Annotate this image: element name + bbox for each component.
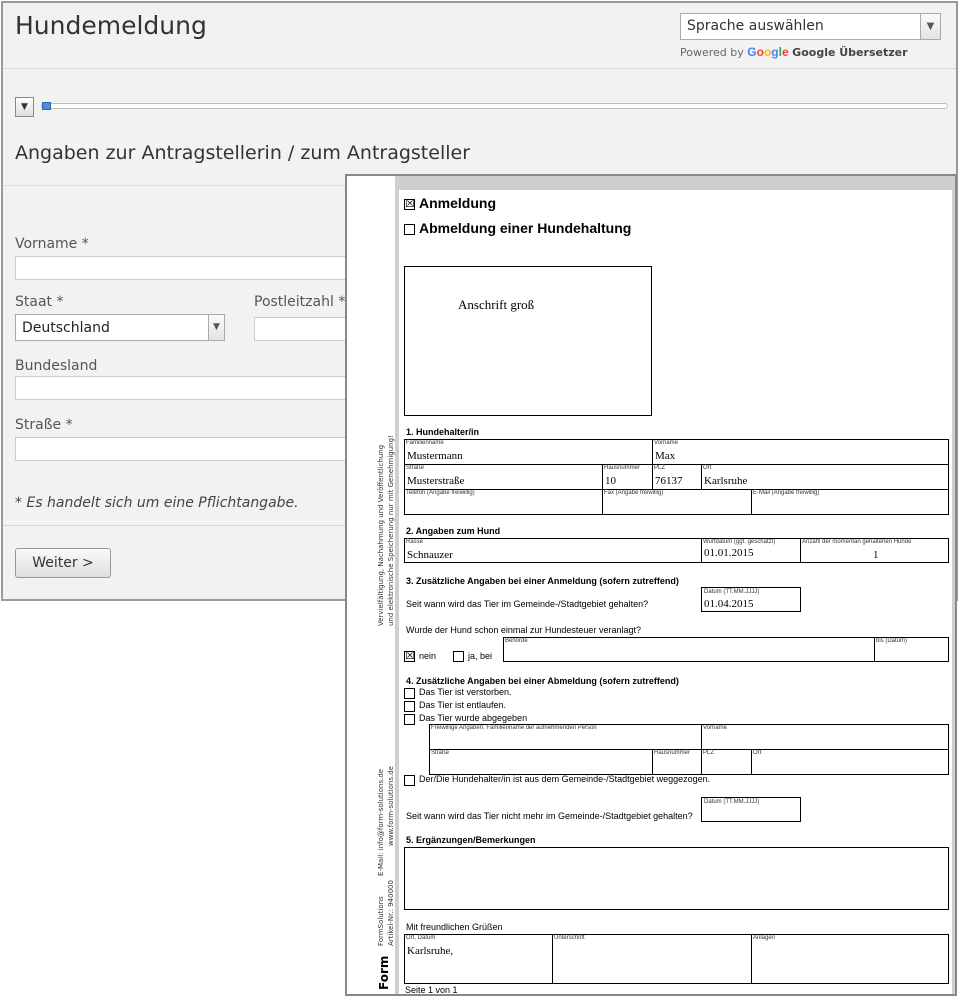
anzahl-field[interactable]: 1 [873, 549, 879, 561]
seit-wann-label: Seit wann wird das Tier im Gemeinde-/Stadtgebiet gehalten? [406, 599, 649, 609]
anlagen-label: Anlagen [753, 935, 776, 941]
gruss-label: Mit freundlichen Grüßen [406, 922, 503, 932]
vorname-input[interactable] [15, 256, 355, 280]
anzahl-label: Anzahl der momentan gehaltenen Hunde [802, 539, 912, 545]
nein-label: nein [419, 651, 437, 661]
page-header [3, 3, 956, 69]
rasse-field[interactable]: Schnauzer [407, 549, 453, 561]
chevron-down-icon: ▼ [920, 14, 940, 39]
familienname-field[interactable]: Mustermann [407, 450, 463, 462]
strasse-label: Straße * [15, 417, 73, 433]
section-1-title: 1. Hundehalter/in [406, 427, 480, 437]
wurfdatum-label: Wurfdatum (ggf. geschätzt) [703, 539, 776, 545]
staat-select[interactable] [15, 314, 225, 341]
next-button[interactable]: Weiter > [15, 548, 111, 578]
hausnummer-label: Hausnummer [604, 465, 641, 471]
abmeldung-label: Abmeldung einer Hundehaltung [419, 220, 632, 236]
bundesland-label: Bundesland [15, 358, 98, 374]
datum-box[interactable]: Datum (TT.MM.JJJJ) 01.04.2015 [701, 587, 801, 612]
weggezogen-checkbox[interactable] [404, 775, 415, 786]
bemerkungen-box[interactable] [404, 847, 949, 910]
bis-datum-label: bis (Datum) [876, 638, 908, 644]
staat-select-value: Deutschland [22, 320, 110, 336]
vorname-label: Vorname * [15, 236, 89, 252]
document-side-margin [347, 176, 395, 994]
plz-label: Postleitzahl * [254, 294, 346, 310]
ja-bei-label: ja, bei [468, 651, 493, 661]
email-label: E-Mail (Angabe freiwillig) [753, 490, 820, 496]
recipient-strasse-label: Straße [431, 750, 450, 756]
page-title: Hundemeldung [15, 11, 207, 40]
abmelde-datum-box[interactable]: Datum (TT.MM.JJJJ) [701, 797, 801, 822]
form-solutions-logo: Form [377, 955, 391, 990]
verstorben-label: Das Tier ist verstorben. [419, 687, 512, 697]
datum-field: 01.04.2015 [704, 598, 754, 610]
vorname-doc-field[interactable]: Max [655, 450, 676, 462]
recipient-plz-label: PLZ [703, 750, 715, 756]
ort-label: Ort [703, 465, 712, 471]
nein-checkbox[interactable]: ☒ [405, 650, 415, 662]
fax-label: Fax (Angabe freiwillig) [604, 490, 664, 496]
chevron-down-icon: ▼ [208, 315, 224, 340]
strasse-doc-field[interactable]: Musterstraße [407, 475, 465, 487]
copyright-side-text-2: und elektronische Speicherung nur mit Genehmigung! [387, 435, 395, 626]
telefon-label: Telefon (Angabe freiwillig) [406, 490, 475, 496]
plz-input[interactable] [254, 317, 354, 341]
staat-label: Staat * [15, 294, 64, 310]
unterschrift-label: Unterschrift [554, 935, 585, 941]
wurfdatum-field[interactable]: 01.01.2015 [704, 547, 754, 559]
translator-link[interactable]: Google Übersetzer [792, 46, 908, 59]
progress-bar-fill [42, 102, 51, 110]
vorname-doc-label: Vorname [654, 440, 679, 446]
familienname-label: Familienname [406, 440, 444, 446]
entlaufen-label: Das Tier ist entlaufen. [419, 700, 507, 710]
section-5-title: 5. Ergänzungen/Bemerkungen [406, 835, 536, 845]
page-number: Seite 1 von 1 [405, 985, 458, 995]
side-company: FormSolutions [377, 896, 385, 946]
language-select[interactable] [680, 13, 941, 40]
ort-datum-label: Ort, Datum [406, 935, 436, 941]
section-2-title: 2. Angaben zum Hund [406, 526, 501, 536]
abgegeben-label: Das Tier wurde abgegeben [419, 713, 528, 723]
bundesland-input[interactable] [15, 376, 355, 400]
strasse-doc-label: Straße [406, 465, 425, 471]
signature-table [404, 934, 949, 984]
side-article: Artikel-Nr.: 940000 [387, 880, 395, 946]
hausnummer-field[interactable]: 10 [605, 475, 616, 487]
plz-doc-field[interactable]: 76137 [655, 475, 683, 487]
anmeldung-checkbox[interactable]: ☒ [405, 198, 415, 210]
abmeldung-checkbox[interactable] [404, 224, 415, 235]
language-select-label: Sprache auswählen [687, 18, 824, 34]
form-page [399, 190, 952, 996]
side-email: E-Mail: info@form-solutions.de [377, 768, 385, 876]
anschrift-label: Anschrift groß [458, 297, 535, 312]
required-note: * Es handelt sich um eine Pflichtangabe. [15, 495, 299, 511]
section-3-title: 3. Zusätzliche Angaben bei einer Anmeldung (sofern zutreffend) [406, 576, 679, 586]
entlaufen-checkbox[interactable] [404, 701, 415, 712]
section-4-title: 4. Zusätzliche Angaben bei einer Abmeldung (sofern zutreffend) [406, 676, 679, 686]
recipient-name-label: Freiwillige Angaben: Familienname der aufnehmenden Person [431, 725, 597, 731]
form-document-preview [345, 174, 957, 996]
nicht-mehr-label: Seit wann wird das Tier nicht mehr im Gemeinde-/Stadtgebiet gehalten? [406, 811, 693, 821]
rasse-label: Rasse [406, 539, 424, 545]
powered-by-google: Powered by Google Google Übersetzer [680, 45, 908, 59]
anmeldung-label: Anmeldung [419, 195, 496, 211]
google-logo: Google [747, 45, 789, 59]
plz-doc-label: PLZ [654, 465, 666, 471]
abgegeben-checkbox[interactable] [404, 714, 415, 725]
ort-field[interactable]: Karlsruhe [704, 475, 748, 487]
veranlagt-label: Wurde der Hund schon einmal zur Hundesteuer veranlagt? [406, 625, 641, 635]
weggezogen-label: Der/Die Hundehalter/in ist aus dem Gemeinde-/Stadtgebiet weggezogen. [419, 774, 711, 784]
recipient-vorname-label: Vorname [703, 725, 728, 731]
ort-datum-field[interactable]: Karlsruhe, [407, 945, 454, 957]
recipient-hausnummer-label: Hausnummer [654, 750, 691, 756]
verstorben-checkbox[interactable] [404, 688, 415, 699]
side-web: www.form-solutions.de [387, 766, 395, 846]
address-box [404, 266, 652, 416]
recipient-ort-label: Ort [753, 750, 762, 756]
ja-checkbox[interactable] [453, 651, 464, 662]
strasse-input[interactable] [15, 437, 355, 461]
copyright-side-text: Vervielfältigung, Nachahmung und Veröffentlichung [377, 444, 385, 626]
progress-bar [41, 103, 948, 109]
progress-toggle-button[interactable]: ▼ [15, 97, 34, 117]
behoerde-label: Behörde [505, 638, 528, 644]
section-title: Angaben zur Antragstellerin / zum Antragsteller [15, 142, 471, 164]
